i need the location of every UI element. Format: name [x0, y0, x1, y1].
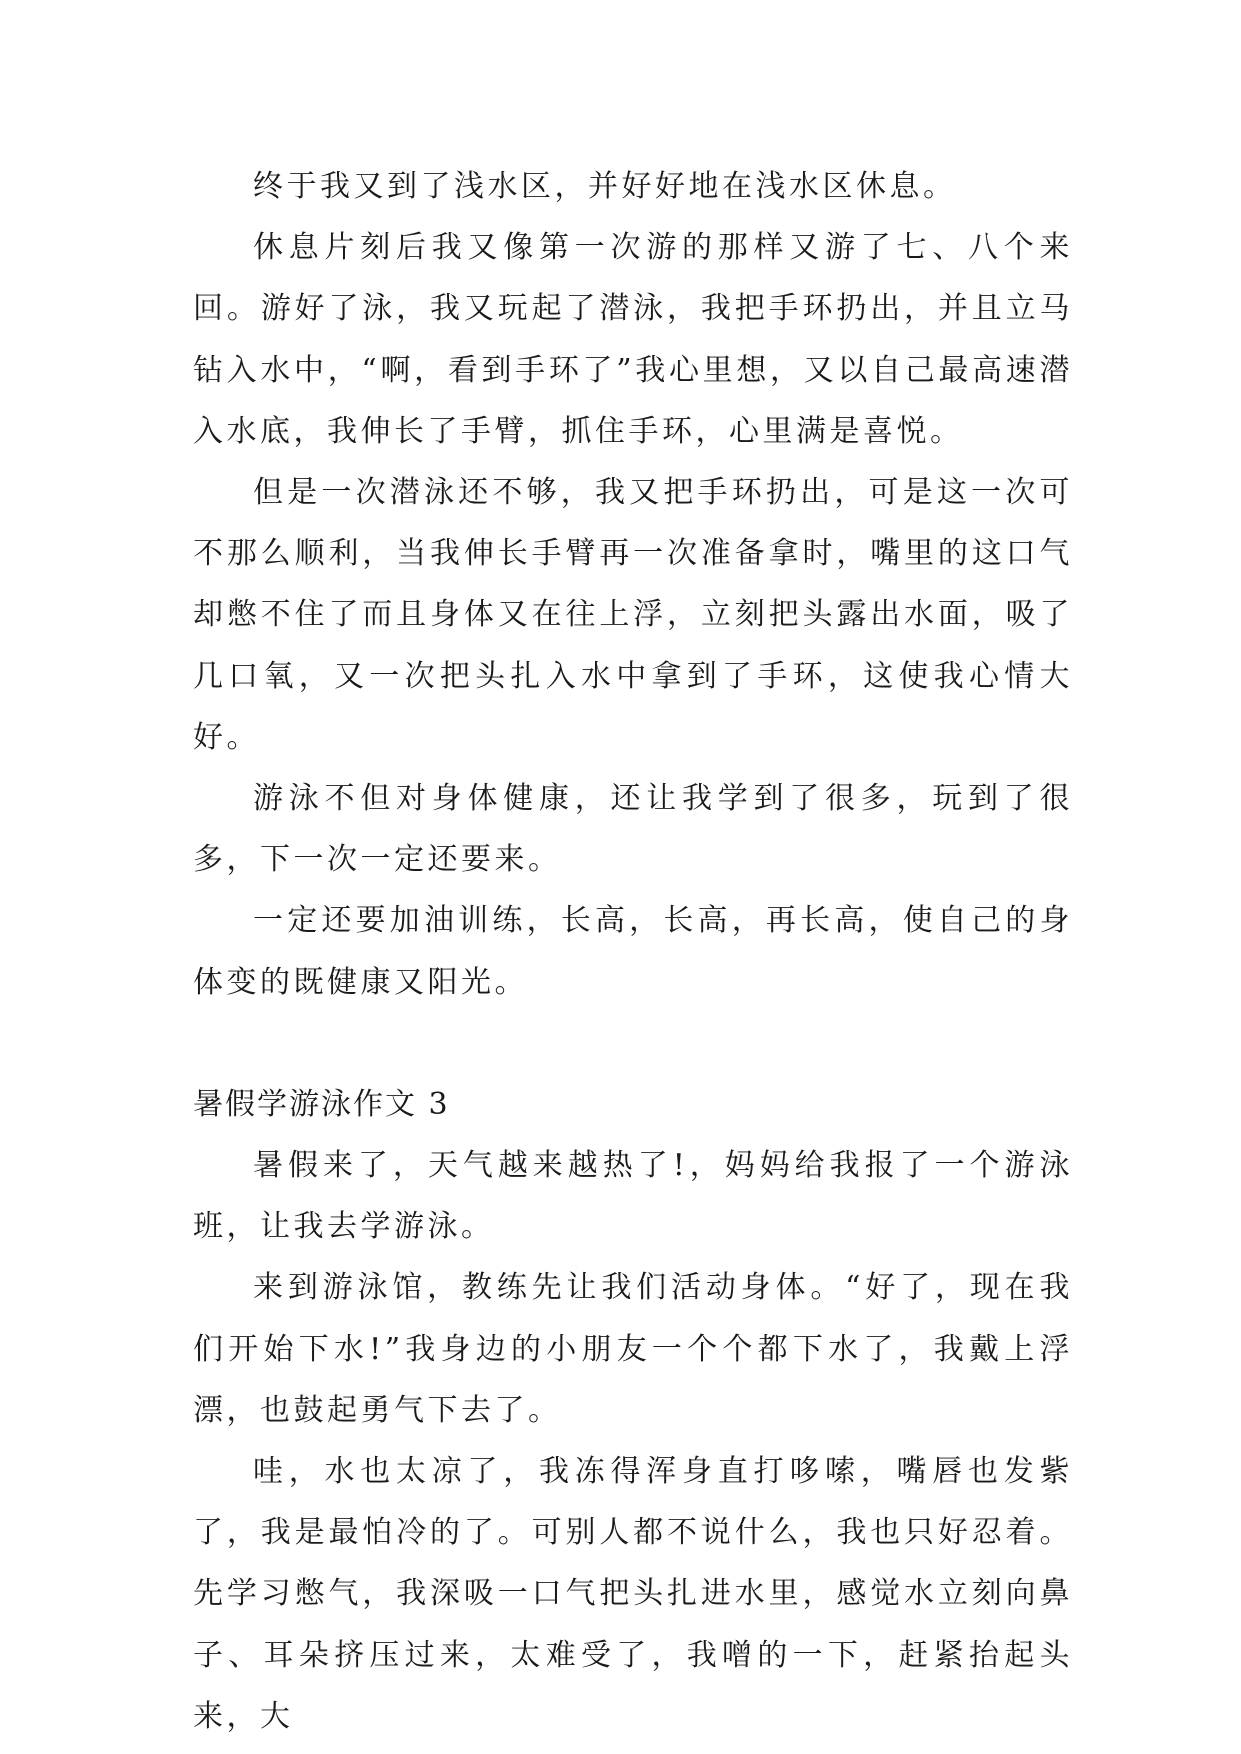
paragraph: 终于我又到了浅水区，并好好地在浅水区休息。 [253, 169, 957, 204]
paragraph: 游泳不但对身体健康，还让我学到了很多，玩到了很多，下一次一定还要来。 [193, 781, 1073, 878]
paragraph: 一定还要加油训练，长高，长高，再长高，使自己的身体变的既健康又阳光。 [193, 903, 1073, 1000]
paragraph: 哇，水也太凉了，我冻得浑身直打哆嗦，嘴唇也发紫了，我是最怕冷的了。可别人都不说什么，我也只好忍着。先学习憋气，我深吸一口气把头扎进水里，感觉水立刻向鼻子、耳朵挤压过来，太难受了，我噌的一下，赶紧抬起头来，大 [193, 1454, 1073, 1734]
paragraph: 休息片刻后我又像第一次游的那样又游了七、八个来回。游好了泳，我又玩起了潜泳，我把手环扔出，并且立马钻入水中，“啊，看到手环了”我心里想，又以自己最高速潜入水底，我伸长了手臂，抓住手环，心里满是喜悦。 [193, 230, 1073, 449]
paragraph: 但是一次潜泳还不够，我又把手环扔出，可是这一次可不那么顺利，当我伸长手臂再一次准备拿时，嘴里的这口气却憋不住了而且身体又在往上浮，立刻把头露出水面，吸了几口氧，又一次把头扎入水中拿到了手环，这使我心情大好。 [193, 475, 1073, 755]
section-title: 暑假学游泳作文 3 [193, 1086, 450, 1122]
document-body [193, 156, 1073, 1747]
paragraph: 来到游泳馆，教练先让我们活动身体。“好了，现在我们开始下水!”我身边的小朋友一个个都下水了，我戴上浮漂，也鼓起勇气下去了。 [193, 1270, 1073, 1428]
paragraph: 暑假来了，天气越来越热了!，妈妈给我报了一个游泳班，让我去学游泳。 [193, 1148, 1073, 1245]
